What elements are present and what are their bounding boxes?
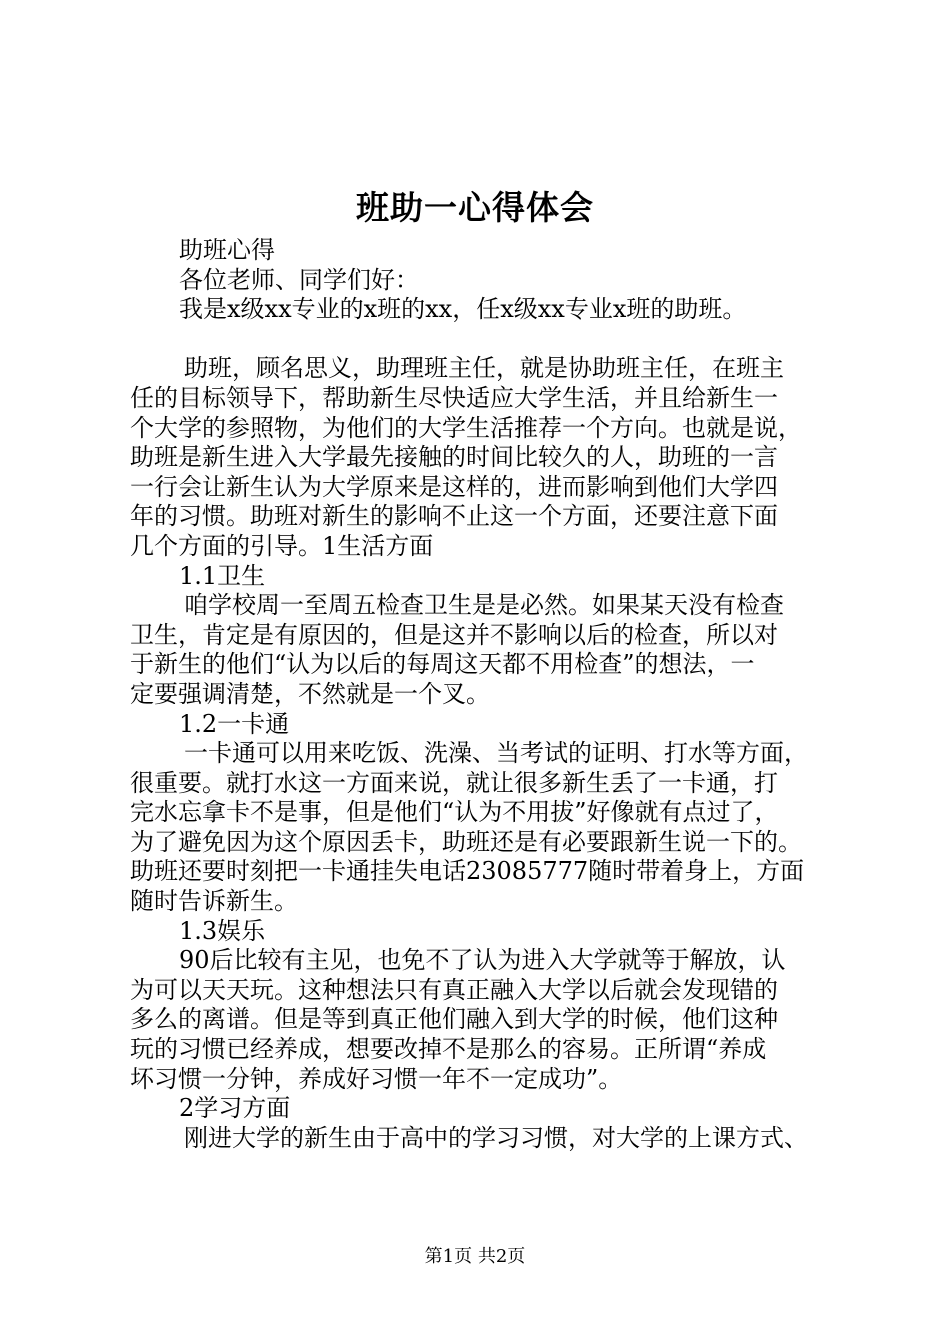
paragraph-line: 任的目标领导下，帮助新生尽快适应大学生活，并且给新生一 (130, 383, 778, 412)
paragraph-line: 个大学的参照物，为他们的大学生活推荐一个方向。也就是说， (130, 413, 802, 442)
paragraph-line: 定要强调清楚，不然就是一个叉。 (130, 679, 490, 708)
blank-line (130, 325, 836, 355)
paragraph-line: 为可以天天玩。这种想法只有真正融入大学以后就会发现错的 (130, 975, 778, 1004)
paragraph-line: 助班，顾名思义，助理班主任，就是协助班主任，在班主 (184, 354, 784, 383)
paragraph-line: 我是x级xx专业的x班的xx，任x级xx专业x班的助班。 (179, 295, 747, 324)
paragraph-line: 咱学校周一至周五检查卫生是是必然。如果某天没有检查 (184, 591, 784, 620)
document-title: 班助一心得体会 (356, 188, 594, 227)
section-heading: 1.3娱乐 (179, 916, 266, 945)
paragraph-line: 助班是新生进入大学最先接触的时间比较久的人，助班的一言 (130, 443, 778, 472)
paragraph-line: 助班心得 (179, 236, 275, 264)
paragraph-line: 为了避免因为这个原因丢卡，助班还是有必要跟新生说一下的。 (130, 827, 802, 856)
page-footer: 第1页 共2页 (424, 1246, 526, 1267)
paragraph-line: 90后比较有主见，也免不了认为进入大学就等于解放，认 (179, 946, 786, 975)
paragraph-line: 刚进大学的新生由于高中的学习习惯，对大学的上课方式、 (184, 1123, 808, 1152)
paragraph-line: 于新生的他们“认为以后的每周这天都不用检查”的想法，一 (130, 650, 755, 679)
paragraph-line: 一卡通可以用来吃饭、洗澡、当考试的证明、打水等方面， (184, 739, 808, 768)
paragraph-line: 随时告诉新生。 (130, 887, 298, 916)
paragraph-line: 完水忘拿卡不是事，但是他们“认为不用拔”好像就有点过了， (130, 798, 779, 827)
paragraph-line: 年的习惯。助班对新生的影响不止这一个方面，还要注意下面 (130, 502, 778, 531)
section-heading: 2学习方面 (179, 1094, 291, 1123)
paragraph-line: 坏习惯一分钟，养成好习惯一年不一定成功”。 (130, 1064, 623, 1093)
paragraph-line: 玩的习惯已经养成，想要改掉不是那么的容易。正所谓“养成 (130, 1035, 767, 1064)
paragraph-line: 助班还要时刻把一卡通挂失电话23085777随时带着身上，方面 (130, 857, 805, 886)
paragraph-line: 很重要。就打水这一方面来说，就让很多新生丢了一卡通，打 (130, 768, 778, 797)
paragraph-line: 各位老师、同学们好： (179, 265, 419, 294)
paragraph-line: 一行会让新生认为大学原来是这样的，进而影响到他们大学四 (130, 472, 778, 501)
document-body (130, 236, 836, 1153)
section-heading: 1.2一卡通 (179, 709, 290, 738)
paragraph-line: 几个方面的引导。1生活方面 (130, 531, 434, 560)
paragraph-line: 卫生，肯定是有原因的，但是这并不影响以后的检查，所以对 (130, 620, 778, 649)
paragraph-line: 多么的离谱。但是等到真正他们融入到大学的时候，他们这种 (130, 1005, 778, 1034)
section-heading: 1.1卫生 (179, 561, 266, 590)
